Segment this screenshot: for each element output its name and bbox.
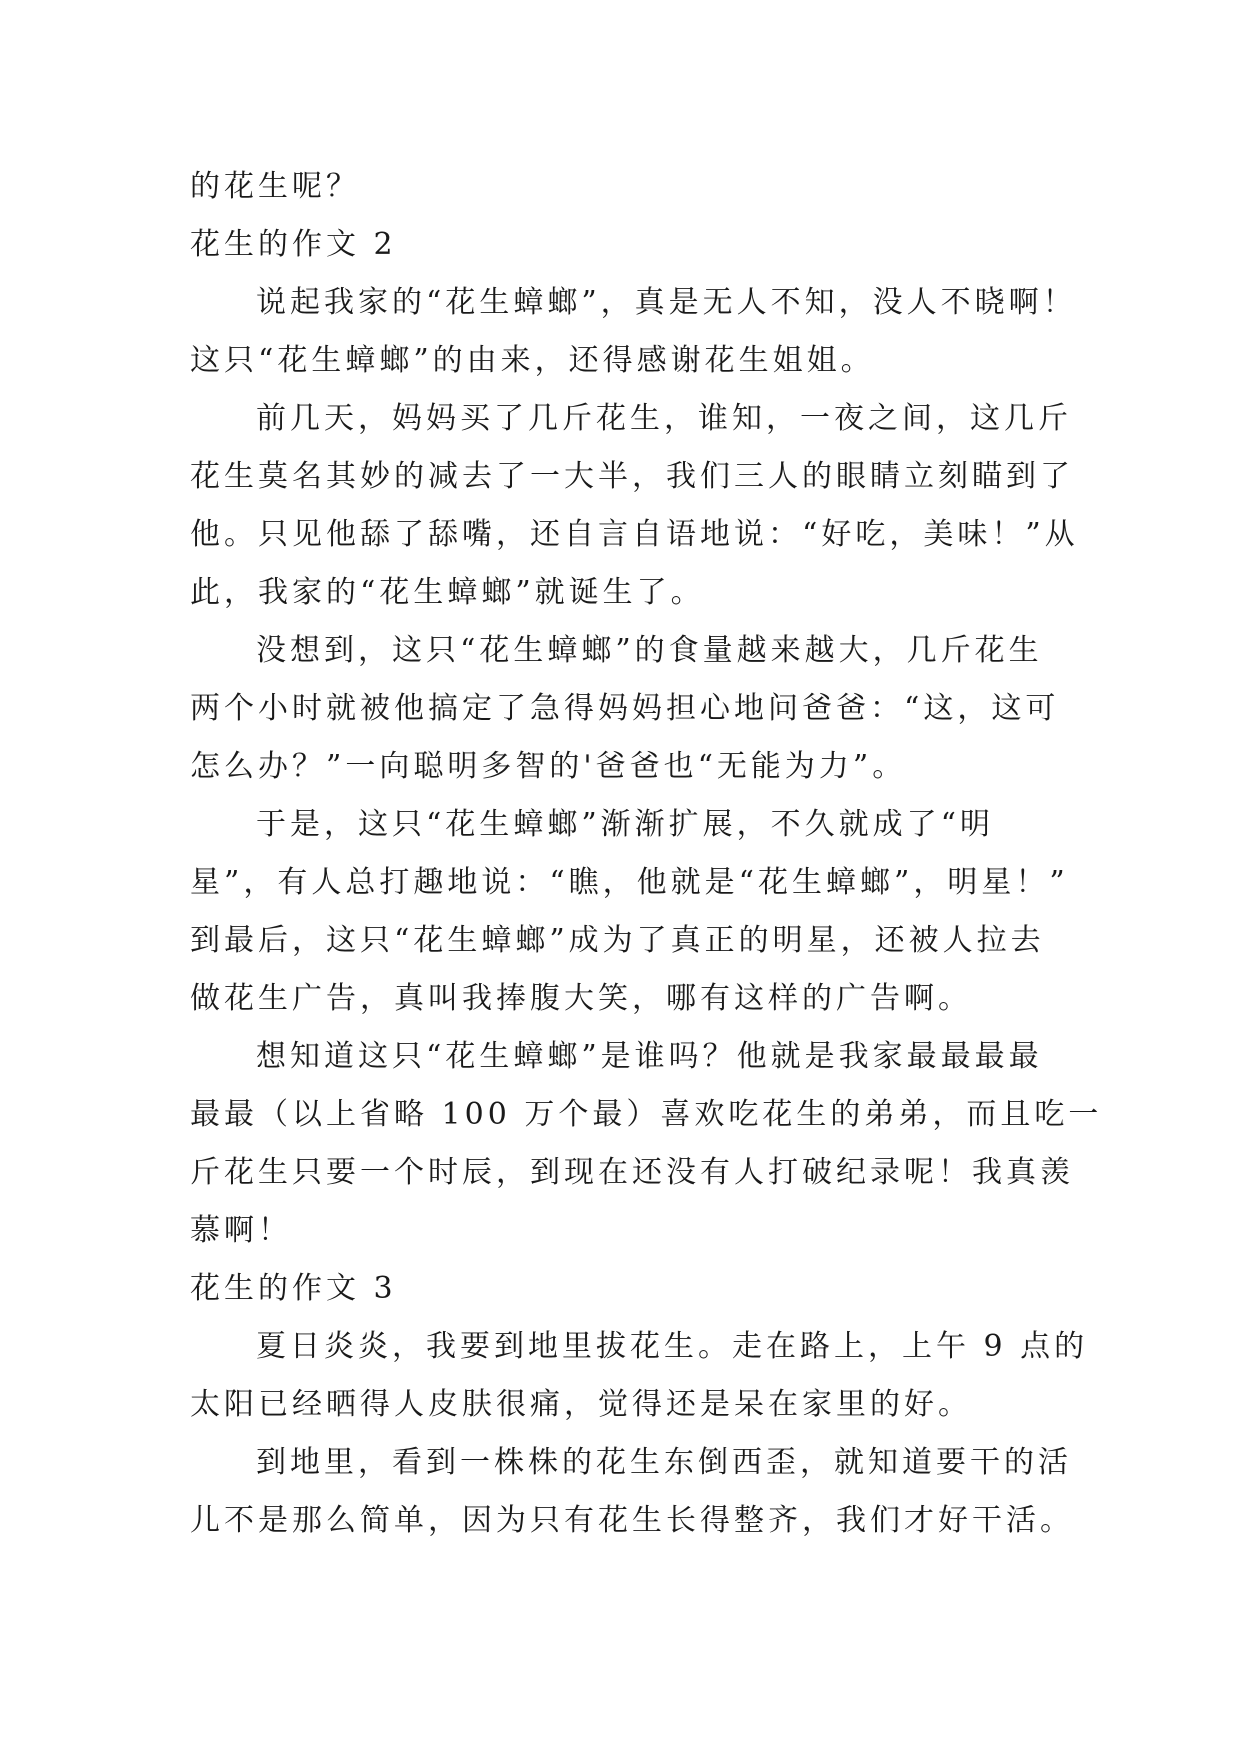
document-page	[190, 158, 1103, 1550]
text-line: 没想到，这只“花生蟑螂”的食量越来越大，几斤花生	[256, 633, 1043, 668]
text-line: 到地里，看到一株株的花生东倒西歪，就知道要干的活	[256, 1445, 1072, 1480]
text-line: 前几天，妈妈买了几斤花生，谁知，一夜之间，这几斤	[256, 401, 1072, 436]
text-line: 此，我家的“花生蟑螂”就诞生了。	[190, 575, 705, 610]
text-line: 做花生广告，真叫我捧腹大笑，哪有这样的广告啊。	[190, 981, 972, 1016]
text-line: 斤花生只要一个时辰，到现在还没有人打破纪录呢！我真羡	[190, 1155, 1074, 1190]
text-line: 怎么办？”一向聪明多智的'爸爸也“无能为力”。	[190, 749, 907, 784]
section-heading: 花生的作文 2	[190, 227, 397, 262]
text-line: 最最（以上省略 100 万个最）喜欢吃花生的弟弟，而且吃一	[190, 1097, 1103, 1132]
text-line: 想知道这只“花生蟑螂”是谁吗？他就是我家最最最最	[256, 1039, 1043, 1074]
text-line: 两个小时就被他搞定了急得妈妈担心地问爸爸：“这，这可	[190, 691, 1060, 726]
text-line: 于是，这只“花生蟑螂”渐渐扩展，不久就成了“明	[256, 807, 995, 842]
text-line: 他。只见他舔了舔嘴，还自言自语地说：“好吃，美味！”从	[190, 517, 1079, 552]
text-line: 说起我家的“花生蟑螂”，真是无人不知，没人不晓啊！	[256, 285, 1077, 320]
section-heading: 花生的作文 3	[190, 1271, 397, 1306]
text-line: 这只“花生蟑螂”的由来，还得感谢花生姐姐。	[190, 343, 875, 378]
text-line: 儿不是那么简单，因为只有花生长得整齐，我们才好干活。	[190, 1503, 1074, 1538]
text-line: 到最后，这只“花生蟑螂”成为了真正的明星，还被人拉去	[190, 923, 1045, 958]
text-line: 太阳已经晒得人皮肤很痛，觉得还是呆在家里的好。	[190, 1387, 972, 1422]
text-line: 慕啊！	[190, 1213, 292, 1248]
text-line: 星”，有人总打趣地说：“瞧，他就是“花生蟑螂”，明星！”	[190, 865, 1069, 900]
text-line: 的花生呢？	[190, 169, 360, 204]
text-line: 夏日炎炎，我要到地里拔花生。走在路上，上午 9 点的	[256, 1329, 1089, 1364]
text-line: 花生莫名其妙的减去了一大半，我们三人的眼睛立刻瞄到了	[190, 459, 1074, 494]
